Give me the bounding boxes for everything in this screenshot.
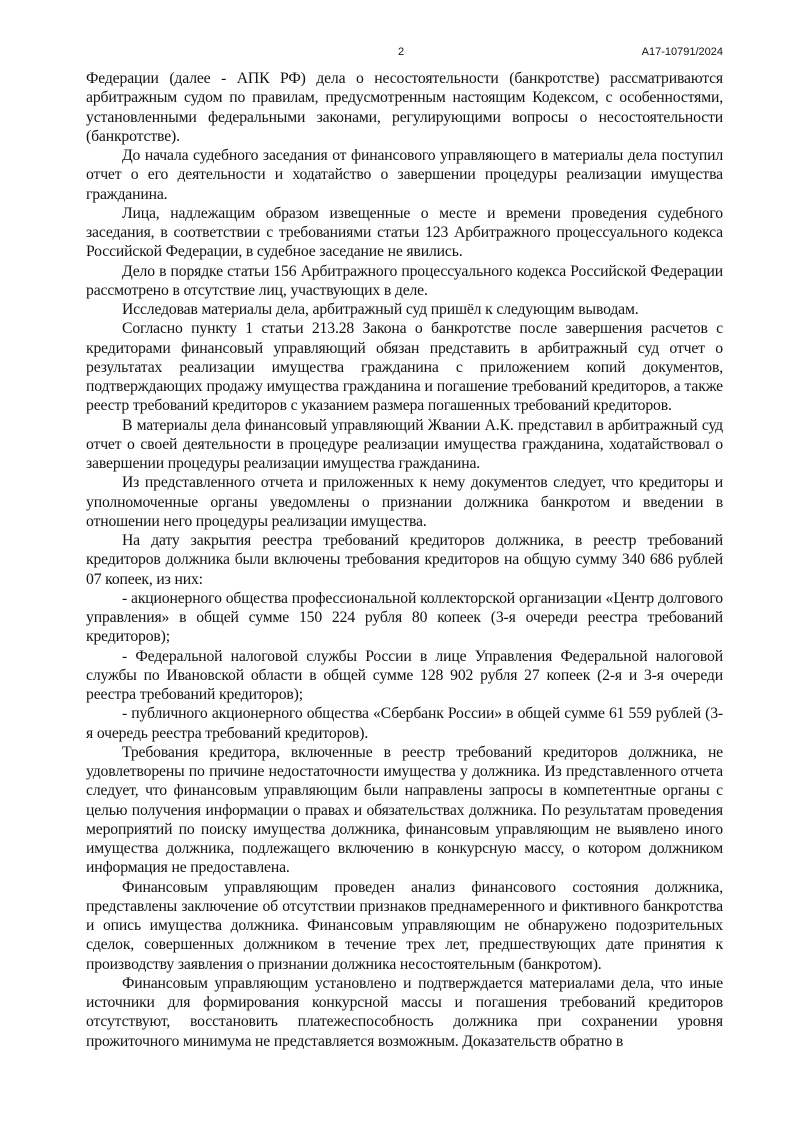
paragraph-4: Дело в порядке статьи 156 Арбитражного процессуального кодекса Российской Федерации рассмотрено в отсутствие лиц, участвующих в деле. (86, 262, 723, 299)
paragraph-13: Требования кредитора, включенные в реестр требований кредиторов должника, не удовлетворены по причине недостаточности имущества у должника. Из представленного отчета следует, что финансовым управляющим были направлены запросы в компетентные органы с целью получения информации о правах и обязательствах должника. По результатам проведения мероприятий по поиску имущества должника, финансовым управляющим не выявлено иного имущества должника, подлежащего включению в конкурсную массу, о котором должником информация не предоставлена. (86, 743, 723, 877)
document-body (86, 69, 723, 1051)
paragraph-15: Финансовым управляющим установлено и подтверждается материалами дела, что иные источники для формирования конкурсной массы и погашения требований кредиторов отсутствуют, восстановить платежеспособность должника при сохранении уровня прожиточного минимума не представляется возможным. Доказательств обратно в (86, 974, 723, 1050)
paragraph-5: Исследовав материалы дела, арбитражный суд пришёл к следующим выводам. (122, 301, 639, 318)
creditor-list-item-3: - публичного акционерного общества «Сбербанк России» в общей сумме 61 559 рублей (3-я очередь реестра требований кредиторов). (86, 705, 723, 742)
creditor-list-item-1: - акционерного общества профессиональной коллекторской организации «Центр долгового управления» в общей сумме 150 224 рубля 80 копеек (3-я очереди реестра требований кредиторов); (86, 589, 723, 646)
page-number: 2 (398, 46, 405, 58)
creditor-list-item-2: - Федеральной налоговой службы России в лице Управления Федеральной налоговой службы по Ивановской области в общей сумме 128 902 рубля 27 копеек (2-я и 3-я очереди реестра требований кредиторов); (86, 647, 723, 703)
paragraph-1: Федерации (далее - АПК РФ) дела о несостоятельности (банкротстве) рассматриваются арбитражным судом по правилам, предусмотренным настоящим Кодексом, с особенностями, установленными федеральными законами, регулирующими вопросы о несостоятельности (банкротстве). (86, 70, 723, 145)
paragraph-8: Из представленного отчета и приложенных к нему документов следует, что кредиторы и уполномоченные органы уведомлены о признании должника банкротом и введении в отношении него процедуры реализации имущества. (86, 474, 723, 530)
paragraph-7: В материалы дела финансовый управляющий Жвании А.К. представил в арбитражный суд отчет о своей деятельности в процедуре реализации имущества гражданина, ходатайствовал о завершении процедуры реализации имущества гражданина. (86, 416, 723, 472)
paragraph-3: Лица, надлежащим образом извещенные о месте и времени проведения судебного заседания, в соответствии с требованиями статьи 123 Арбитражного процессуального кодекса Российской Федерации, в судебное заседание не явились. (86, 204, 723, 261)
paragraph-6: Согласно пункту 1 статьи 213.28 Закона о банкротстве после завершения расчетов с кредиторами финансовый управляющий обязан представить в арбитражный суд отчет о результатах реализации имущества гражданина с приложением копий документов, подтверждающих продажу имущества гражданина и погашение требований кредиторов, а также реестр требований кредиторов с указанием размера погашенных требований кредиторов. (86, 320, 723, 415)
paragraph-14: Финансовым управляющим проведен анализ финансового состояния должника, представлены заключение об отсутствии признаков преднамеренного и фиктивного банкротства и опись имущества должника. Финансовым управляющим не обнаружено подозрительных сделок, совершенных должником в течение трех лет, предшествующих дате принятия к производству заявления о признании должника несостоятельным (банкротом). (86, 878, 723, 973)
paragraph-2: До начала судебного заседания от финансового управляющего в материалы дела поступил отчет о его деятельности и ходатайство о завершении процедуры реализации имущества гражданина. (86, 147, 723, 203)
case-number: А17-10791/2024 (641, 46, 723, 58)
paragraph-9: На дату закрытия реестра требований кредиторов должника, в реестр требований кредиторов должника были включены требования кредиторов на общую сумму 340 686 рублей 07 копеек, из них: (86, 532, 723, 588)
